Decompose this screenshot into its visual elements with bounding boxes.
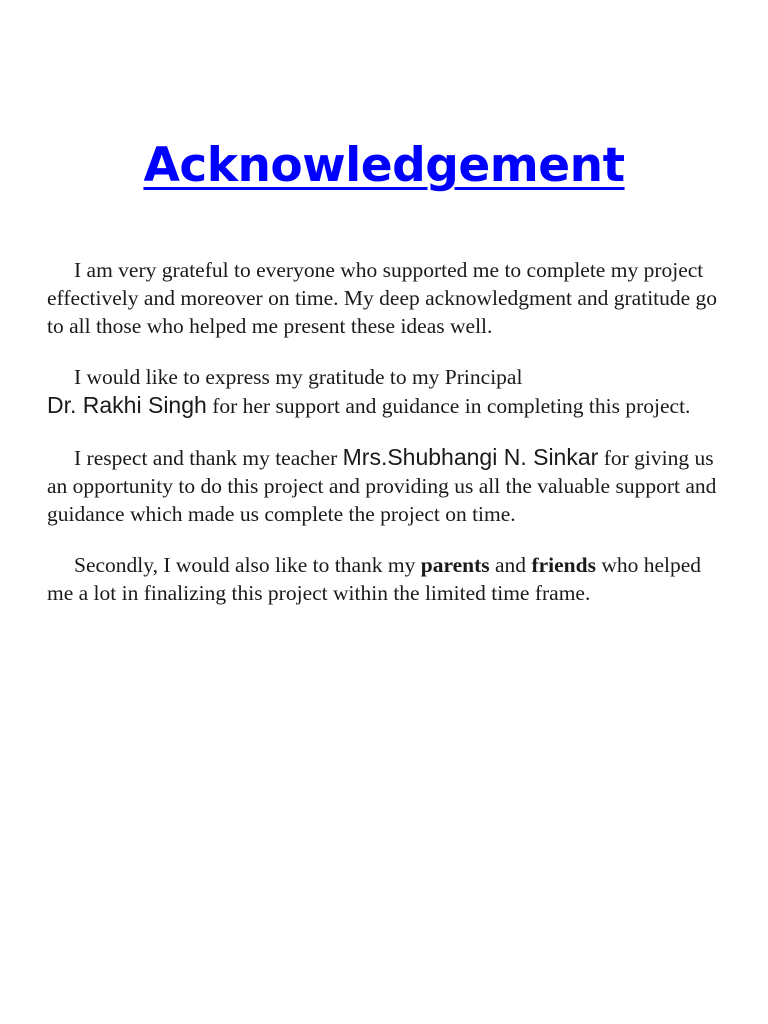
title-container (0, 136, 768, 196)
paragraph-gratitude (47, 256, 719, 340)
page-title: Acknowledgement (143, 138, 625, 193)
paragraph-text: I am very grateful to everyone who supported me to complete my project effectively and moreover on time. My deep acknowledgment and gratitude go to all those who helped me present these ideas well. (47, 258, 718, 338)
paragraph-text-middle: and (489, 553, 532, 577)
teacher-name: Mrs.Shubhangi N. Sinkar (342, 444, 599, 470)
paragraph-text-before: Secondly, I would also like to thank my (74, 553, 421, 577)
paragraph-text-before: I respect and thank my teacher (74, 446, 343, 470)
paragraph-text-after: who helped me a lot in finalizing this project within the limited time frame. (47, 553, 702, 605)
bold-word-parents: parents (420, 553, 490, 577)
paragraph-principal (47, 363, 719, 420)
bold-word-friends: friends (531, 553, 596, 577)
principal-name: Dr. Rakhi Singh (47, 392, 207, 418)
paragraph-text-after: for her support and guidance in completing this project. (206, 394, 691, 418)
paragraph-teacher (47, 443, 719, 528)
paragraph-parents-friends (47, 551, 719, 607)
paragraph-text-after: for giving us an opportunity to do this project and providing us all the valuable support and guidance which made us complete the project on time. (47, 446, 717, 526)
paragraph-text-before: I would like to express my gratitude to my Principal (74, 365, 523, 389)
document-body (47, 256, 719, 630)
